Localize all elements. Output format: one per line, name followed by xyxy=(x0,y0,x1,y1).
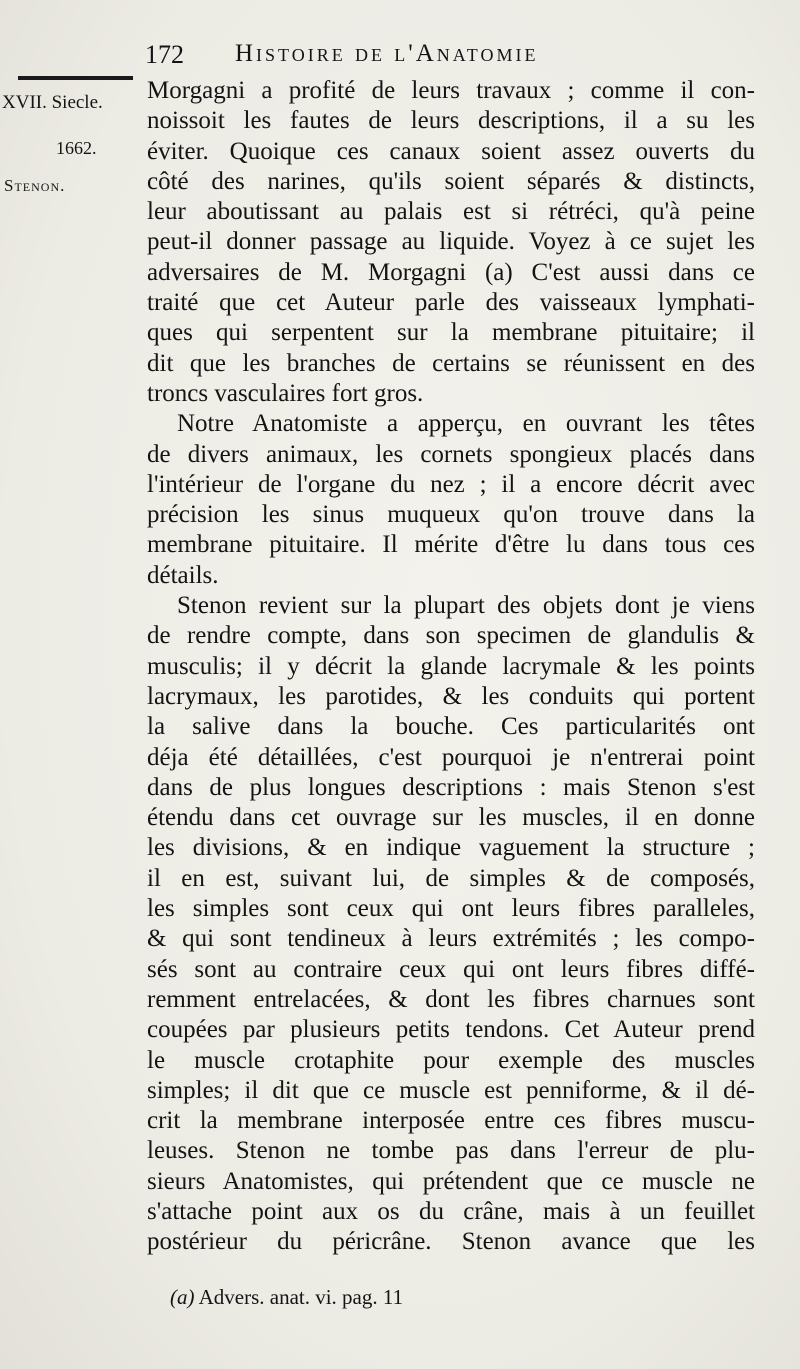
text-line: l'intérieur de l'organe du nez ; il a encore décrit avec xyxy=(147,470,755,498)
text-line: Stenon revient sur la plupart des objets dont je viens xyxy=(177,592,755,620)
text-line: sieurs Anatomistes, qui prétendent que ce muscle ne xyxy=(147,1167,755,1195)
text-line: les simples sont ceux qui ont leurs fibres paralleles, xyxy=(147,895,755,923)
text-line: les divisions, & en indique vaguement la structure ; xyxy=(147,834,755,862)
text-line: Morgagni a profité de leurs travaux ; comme il con- xyxy=(147,77,755,104)
text-line: membrane pituitaire. Il mérite d'être lu dans tous ces xyxy=(147,531,755,559)
margin-year: 1662. xyxy=(56,138,97,158)
text-line: Notre Anatomiste a apperçu, en ouvrant les têtes xyxy=(177,410,755,438)
text-line: leur aboutissant au palais est si rétréci, qu'à peine xyxy=(147,198,755,226)
text-line: postérieur du péricrâne. Stenon avance que les xyxy=(147,1228,755,1256)
page-header xyxy=(145,38,755,74)
footnote xyxy=(170,1285,403,1310)
text-line: ques qui serpentent sur la membrane pituitaire; il xyxy=(147,319,755,347)
running-title: Histoire de l'Anatomie xyxy=(235,40,539,67)
text-line: s'attache point aux os du crâne, mais à un feuillet xyxy=(147,1197,755,1225)
text-line: déja été détaillées, c'est pourquoi je n'entrerai point xyxy=(147,743,755,771)
footnote-text: Advers. anat. vi. pag. 11 xyxy=(198,1285,404,1309)
text-line: simples; il dit que ce muscle est penniforme, & il dé- xyxy=(147,1076,755,1104)
text-line: étendu dans cet ouvrage sur les muscles, il en donne xyxy=(147,804,755,832)
body-text xyxy=(147,76,755,1258)
footnote-mark: (a) xyxy=(170,1285,195,1309)
text-line: détails. xyxy=(147,561,219,589)
text-line: précision les sinus muqueux qu'on trouve dans la xyxy=(147,501,755,529)
text-line: troncs vasculaires fort gros. xyxy=(147,379,424,407)
text-line: noissoit les fautes de leurs descriptions, il a su les xyxy=(147,107,755,135)
text-line: il en est, suivant lui, de simples & de composés, xyxy=(147,864,755,892)
margin-author: Stenon. xyxy=(4,176,66,195)
text-line: éviter. Quoique ces canaux soient assez ouverts du xyxy=(147,137,755,165)
text-line: dans de plus longues descriptions : mais Stenon s'est xyxy=(147,773,755,801)
text-line: traité que cet Auteur parle des vaisseaux lymphati- xyxy=(147,289,755,317)
margin-century: XVII. Siecle. xyxy=(2,92,103,113)
text-line: lacrymaux, les parotides, & les conduits qui portent xyxy=(147,682,755,710)
text-line: sés sont au contraire ceux qui ont leurs fibres diffé- xyxy=(147,955,755,983)
text-line: adversaires de M. Morgagni (a) C'est aussi dans ce xyxy=(147,258,755,286)
text-line: côté des narines, qu'ils soient séparés & distincts, xyxy=(147,167,755,195)
page-number: 172 xyxy=(145,40,184,69)
text-line: de divers animaux, les cornets spongieux placés dans xyxy=(147,440,755,468)
text-line: leuses. Stenon ne tombe pas dans l'erreur de plu- xyxy=(147,1137,755,1165)
header-rule xyxy=(18,76,133,80)
text-line: crit la membrane interposée entre ces fibres muscu- xyxy=(147,1107,755,1135)
text-line: coupées par plusieurs petits tendons. Cet Auteur prend xyxy=(147,1016,755,1044)
text-line: musculis; il y décrit la glande lacrymale & les points xyxy=(147,652,755,680)
text-line: peut-il donner passage au liquide. Voyez à ce sujet les xyxy=(147,228,755,256)
text-line: de rendre compte, dans son specimen de glandulis & xyxy=(147,622,755,650)
text-line: remment entrelacées, & dont les fibres charnues sont xyxy=(147,985,755,1013)
text-line: le muscle crotaphite pour exemple des muscles xyxy=(147,1046,755,1074)
text-line: & qui sont tendineux à leurs extrémités ; les compo- xyxy=(147,925,755,953)
text-line: la salive dans la bouche. Ces particularités ont xyxy=(147,713,755,741)
text-line: dit que les branches de certains se réunissent en des xyxy=(147,349,755,377)
